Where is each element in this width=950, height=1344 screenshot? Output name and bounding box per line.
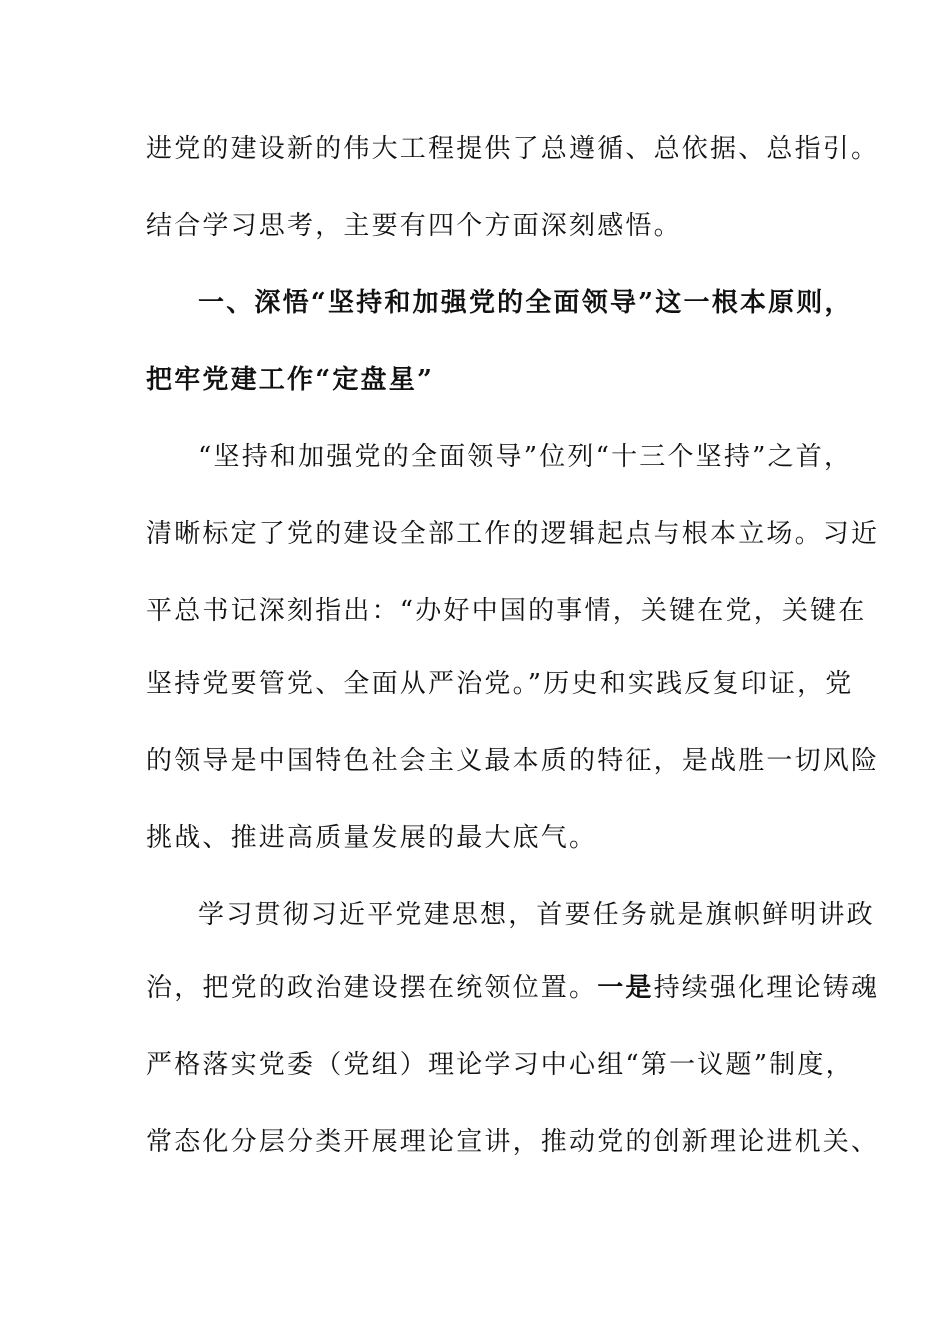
paragraph-text: 持续强化理论铸魂 [653,973,880,1003]
section-heading: 一、深悟“坚持和加强党的全面领导”这一根本原则， [198,288,853,318]
paragraph-line: 常态化分层分类开展理论宣讲，推动党的创新理论进机关、 [146,1127,880,1157]
paragraph-line: 清晰标定了党的建设全部工作的逻辑起点与根本立场。习近 [146,519,880,549]
paragraph-line: 学习贯彻习近平党建思想，首要任务就是旗帜鲜明讲政 [198,900,875,930]
emphasis-text: 一是 [597,973,654,1003]
paragraph-line: 严格落实党委（党组）理论学习中心组“第一议题”制度， [146,1050,854,1080]
paragraph-line: 挑战、推进高质量发展的最大底气。 [146,823,598,853]
paragraph-line: 的领导是中国特色社会主义最本质的特征，是战胜一切风险 [146,746,880,776]
paragraph-line: “坚持和加强党的全面领导”位列“十三个坚持”之首， [198,442,853,472]
paragraph-line: 结合学习思考，主要有四个方面深刻感悟。 [146,211,682,241]
paragraph-line: 坚持党要管党、全面从严治党。”历史和实践反复印证，党 [146,669,854,699]
paragraph-text: 治，把党的政治建设摆在统领位置。 [146,973,598,1003]
section-heading: 把牢党建工作“定盘星” [146,365,435,395]
paragraph-line: 进党的建设新的伟大工程提供了总遵循、总依据、总指引。 [146,134,880,164]
paragraph-line [146,971,879,1005]
paragraph-line: 平总书记深刻指出：“办好中国的事情，关键在党，关键在 [146,596,867,626]
